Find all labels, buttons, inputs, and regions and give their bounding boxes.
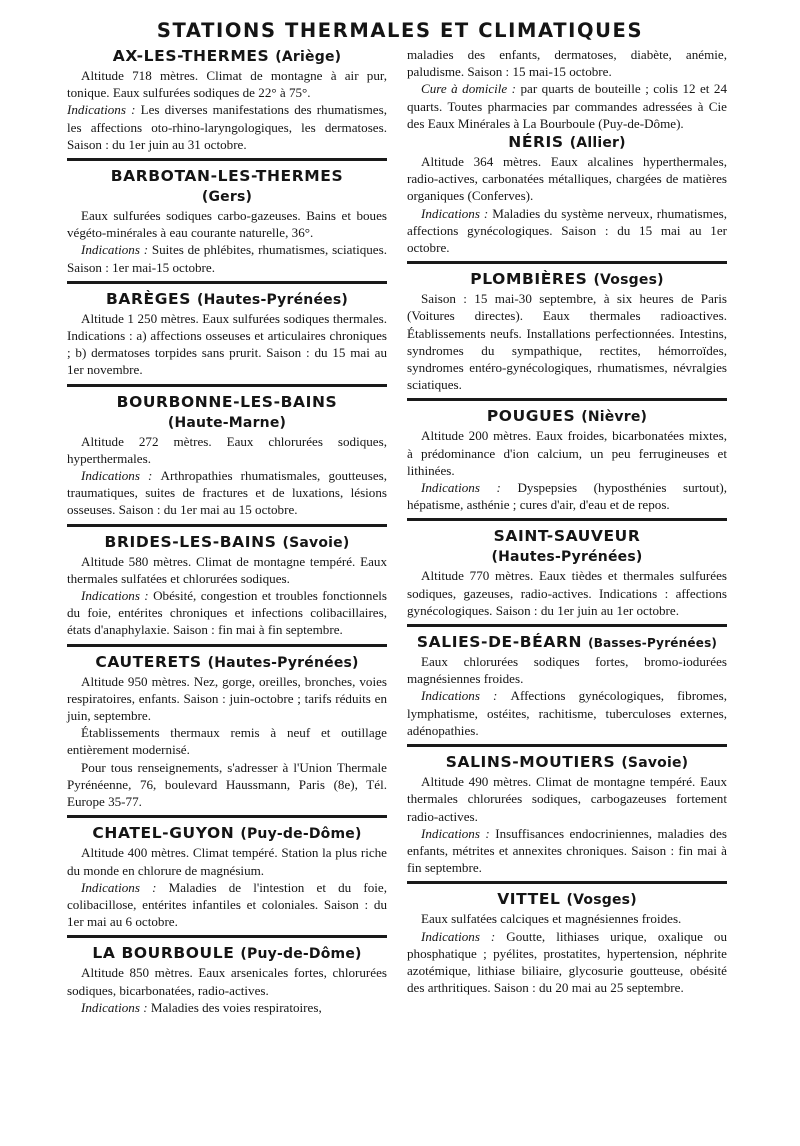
station-paragraph xyxy=(67,467,387,519)
station-paragraph xyxy=(67,759,387,811)
indication-label: Indications : xyxy=(81,242,152,258)
paragraph-text: Altitude 1 250 mètres. Eaux sulfurées sodiques thermales. Indications : a) affections osseuses et articulaires chroniques ; b) dermatoses torpides sans prurit. Saison : du 15 mai au 1er novembre. xyxy=(67,310,387,378)
paragraph-text: Saison : 15 mai-30 septembre, à six heures de Paris (Voitures directes). Eaux thermales radioactives. Établissements neufs. Installations perfectionnées. Intestins, syndromes du sympathique, rectites, hémorroïdes, syndromes entéro-gynécologiques, rhumatismes, névralgies sciatiques. xyxy=(407,291,727,393)
station-entry-chatel xyxy=(67,815,387,930)
station-paragraph xyxy=(407,153,727,205)
paragraph-text: maladies des enfants, dermatoses, diabète, anémie, paludisme. Saison : 15 mai-15 octobre. xyxy=(407,47,727,80)
station-name: BRIDES-LES-BAINS xyxy=(104,532,277,551)
paragraph-text: Altitude 718 mètres. Climat de montagne à air pur, tonique. Eaux sulfurées sodiques de 22° à 75°. xyxy=(67,68,387,101)
station-heading xyxy=(67,943,387,964)
station-region: (Ariège) xyxy=(275,49,342,65)
paragraph-text: Eaux sulfatées calciques et magnésiennes froides. xyxy=(421,911,682,927)
station-paragraph xyxy=(407,773,727,825)
station-paragraph xyxy=(67,844,387,878)
station-heading xyxy=(67,289,387,310)
right-column xyxy=(407,46,727,996)
paragraph-text: Pour tous renseignements, s'adresser à l'Union Thermale Pyrénéenne, 76, boulevard Haussmann, Paris (8e), Tél. Europe 35-77. xyxy=(67,759,387,810)
indication-label: Indications : xyxy=(421,825,496,841)
station-region: (Puy-de-Dôme) xyxy=(240,946,362,963)
station-paragraph xyxy=(67,101,387,153)
paragraph-text: Altitude 770 mètres. Eaux tièdes et thermales sulfurées sodiques, gazeuses, radio-actives. Indications : affections gynécologiques. Saison : du 1er juin au 1er octobre. xyxy=(407,568,727,618)
indication-label: Indications : xyxy=(81,588,154,604)
station-name: BARBOTAN-LES-THERMES xyxy=(110,167,344,186)
station-heading xyxy=(67,392,387,433)
station-entry-salies xyxy=(407,624,727,739)
station-paragraph xyxy=(407,687,727,739)
station-region: (Vosges) xyxy=(593,272,664,289)
station-paragraph xyxy=(407,46,727,80)
station-paragraph xyxy=(67,553,387,587)
station-heading xyxy=(407,269,727,290)
station-region: (Gers) xyxy=(201,189,253,206)
station-name: SALINS-MOUTIERS xyxy=(445,753,616,772)
station-entry-vittel xyxy=(407,881,727,996)
station-region: (Allier) xyxy=(569,135,626,152)
paragraph-text: Établissements thermaux remis à neuf et outillage entièrement modernisé. xyxy=(67,725,387,758)
station-paragraph xyxy=(67,999,387,1016)
station-paragraph xyxy=(407,567,727,619)
station-region: (Basses-Pyrénées) xyxy=(588,636,718,651)
paragraph-text: Eaux chlorurées sodiques fortes, bromo-iodurées magnésiennes froides. xyxy=(407,654,727,687)
paragraph-text: Maladies des voies respiratoires, xyxy=(150,999,322,1015)
station-entry-saint-sauveur xyxy=(407,518,727,619)
indication-label: Indications : xyxy=(421,688,511,704)
station-heading xyxy=(407,632,727,653)
station-heading xyxy=(67,823,387,844)
station-heading xyxy=(67,166,387,207)
station-paragraph xyxy=(407,80,727,132)
station-region: (Savoie) xyxy=(621,755,689,772)
paragraph-text: Altitude 272 mètres. Eaux chlorurées sodiques, hyperthermales. xyxy=(67,433,387,466)
station-paragraph xyxy=(67,241,387,275)
station-paragraph xyxy=(407,653,727,687)
station-region: (Hautes-Pyrénées) xyxy=(197,291,348,308)
station-name: BOURBONNE-LES-BAINS xyxy=(116,392,338,411)
paragraph-text: Arthropathies rhumatismales, goutteuses, traumatiques, suites de fractures et de luxations, lésions osseuses. Saison : du 1er mai au 15 octobre. xyxy=(67,468,387,518)
paragraph-text: Goutte, lithiases urique, oxalique ou phosphatique ; pyélites, prostatites, hypertension, néphrite azotémique, lithiase biliaire, glycosurie goutteuse, obésité des arthritiques. Saison : du 20 mai au 25 septembre. xyxy=(407,928,727,996)
station-region: (Vosges) xyxy=(566,892,637,909)
station-name: CHATEL-GUYON xyxy=(92,824,235,843)
station-region: (Hautes-Pyrénées) xyxy=(491,549,643,566)
station-name: PLOMBIÈRES xyxy=(470,270,588,289)
station-paragraph xyxy=(67,433,387,467)
left-column xyxy=(67,46,387,1016)
indication-label: Indications : xyxy=(421,480,518,496)
station-entry-bourboule xyxy=(67,935,387,1016)
indication-label: Indications : xyxy=(81,468,161,484)
station-name: SALIES-DE-BÉARN xyxy=(416,633,583,652)
station-region: (Savoie) xyxy=(282,534,350,551)
paragraph-text: Altitude 580 mètres. Climat de montagne tempéré. Eaux thermales sulfatées et chlorurées sodiques. xyxy=(67,553,387,586)
station-entry-plombieres xyxy=(407,261,727,393)
station-heading xyxy=(67,652,387,673)
station-heading xyxy=(407,752,727,773)
paragraph-text: par quarts de bouteille ; colis 12 et 24 quarts. Toutes pharmacies par commandes adressées à Cie des Eaux Minérales à La Bourboule (Puy-de-Dôme). xyxy=(407,81,727,131)
paragraph-text: Altitude 490 mètres. Climat de montagne tempéré. Eaux thermales chlorurées sodiques, carbogazeuses fortement radio-actives. xyxy=(407,774,727,824)
station-paragraph xyxy=(67,310,387,379)
paragraph-text: Eaux sulfurées sodiques carbo-gazeuses. Bains et boues végéto-minérales à eau courante naturelle, 36°. xyxy=(67,208,387,241)
station-entry-pougues xyxy=(407,398,727,513)
station-entry-cauterets xyxy=(67,644,387,811)
paragraph-text: Altitude 850 mètres. Eaux arsenicales fortes, chlorurées sodiques, bicarbonatées, radio-actives. xyxy=(67,965,387,998)
indication-label: Indications : xyxy=(67,102,141,118)
station-paragraph xyxy=(407,290,727,393)
paragraph-text: Obésité, congestion et troubles fonctionnels du foie, entérites chroniques et infections colibacillaires, états d'anaphylaxie. Saison : fin mai à fin septembre. xyxy=(67,588,387,638)
station-paragraph xyxy=(407,205,727,257)
station-entry-barbotan xyxy=(67,158,387,276)
station-name: SAINT-SAUVEUR xyxy=(493,527,641,546)
paragraph-text: Maladies du système nerveux, rhumatismes, affections gynécologiques. Saison : du 15 mai au 1er octobre. xyxy=(407,205,727,256)
station-name: NÉRIS xyxy=(508,133,564,152)
station-paragraph xyxy=(67,587,387,639)
paragraph-text: Dyspepsies (hyposthénies surtout), hépatisme, asthénie ; cures d'air, d'eau et de repos. xyxy=(407,480,727,513)
station-entry-bourbonne xyxy=(67,384,387,519)
station-paragraph xyxy=(67,67,387,101)
station-heading xyxy=(407,132,727,153)
paragraph-text: Altitude 950 mètres. Nez, gorge, oreilles, bronches, voies respiratoires, enfants. Saison : juin-octobre ; tarifs réduits en juin, septembre. xyxy=(67,673,387,724)
station-heading xyxy=(67,46,387,67)
station-paragraph xyxy=(407,910,727,927)
station-paragraph xyxy=(67,724,387,758)
station-region: (Haute-Marne) xyxy=(167,414,287,431)
station-name: VITTEL xyxy=(497,890,561,909)
station-region: (Nièvre) xyxy=(581,409,648,426)
station-name: LA BOURBOULE xyxy=(92,944,235,963)
indication-label: Indications : xyxy=(421,928,507,944)
paragraph-text: Suites de phlébites, rhumatismes, sciatiques. Saison : 1er mai-15 octobre. xyxy=(67,242,387,275)
station-name: CAUTERETS xyxy=(95,652,202,671)
station-heading xyxy=(407,889,727,910)
paragraph-text: Les diverses manifestations des rhumatismes, les affections oto-rhino-laryngologiques, les dermatoses. Saison : du 1er juin au 31 octobre. xyxy=(67,102,387,152)
station-entry-bourboule-cont xyxy=(407,46,727,132)
station-entry-ax xyxy=(67,46,387,153)
station-name: BARÈGES xyxy=(105,289,191,308)
paragraph-text: Altitude 200 mètres. Eaux froides, bicarbonatées mixtes, à prédominance d'ion calcium, un peu ferrugineuses et lithinées. xyxy=(407,428,727,478)
paragraph-text: Affections gynécologiques, fibromes, lymphatisme, ostéites, rachitisme, tuberculoses externes, adénopathies. xyxy=(407,688,727,738)
page-title: STATIONS THERMALES ET CLIMATIQUES xyxy=(156,19,644,42)
paragraph-text: Maladies de l'intestion et du foie, colibacillose, entérites infantiles et coloniales. Saison : du 1er mai au 6 octobre. xyxy=(67,879,387,930)
station-paragraph xyxy=(67,207,387,241)
station-paragraph xyxy=(67,879,387,931)
station-heading xyxy=(407,406,727,427)
paragraph-text: Altitude 400 mètres. Climat tempéré. Station la plus riche du monde en chlorure de magnésium. xyxy=(67,845,387,878)
station-paragraph xyxy=(67,964,387,998)
station-entry-brides xyxy=(67,524,387,639)
station-entry-bareges xyxy=(67,281,387,379)
indication-label: Indications : xyxy=(421,205,493,221)
station-heading xyxy=(67,532,387,553)
station-paragraph xyxy=(407,427,727,479)
station-region: (Hautes-Pyrénées) xyxy=(207,654,359,671)
station-paragraph xyxy=(407,825,727,877)
station-heading xyxy=(407,526,727,567)
indication-label: Cure à domicile : xyxy=(421,81,521,97)
station-entry-neris xyxy=(407,132,727,256)
station-entry-salins xyxy=(407,744,727,876)
paragraph-text: Insuffisances endocriniennes, maladies des enfants, métrites et annexites chroniques. Saison : fin mai à fin septembre. xyxy=(407,825,727,876)
station-paragraph xyxy=(67,673,387,725)
indication-label: Indications : xyxy=(81,999,151,1015)
station-paragraph xyxy=(407,928,727,997)
station-paragraph xyxy=(407,479,727,513)
station-name: AX-LES-THERMES xyxy=(112,47,270,65)
station-region: (Puy-de-Dôme) xyxy=(240,826,362,843)
station-name: POUGUES xyxy=(486,407,576,426)
paragraph-text: Altitude 364 mètres. Eaux alcalines hyperthermales, radio-actives, carbonatées métalliques, chargées de matières organiques (Conferves). xyxy=(407,154,727,204)
indication-label: Indications : xyxy=(81,879,169,895)
